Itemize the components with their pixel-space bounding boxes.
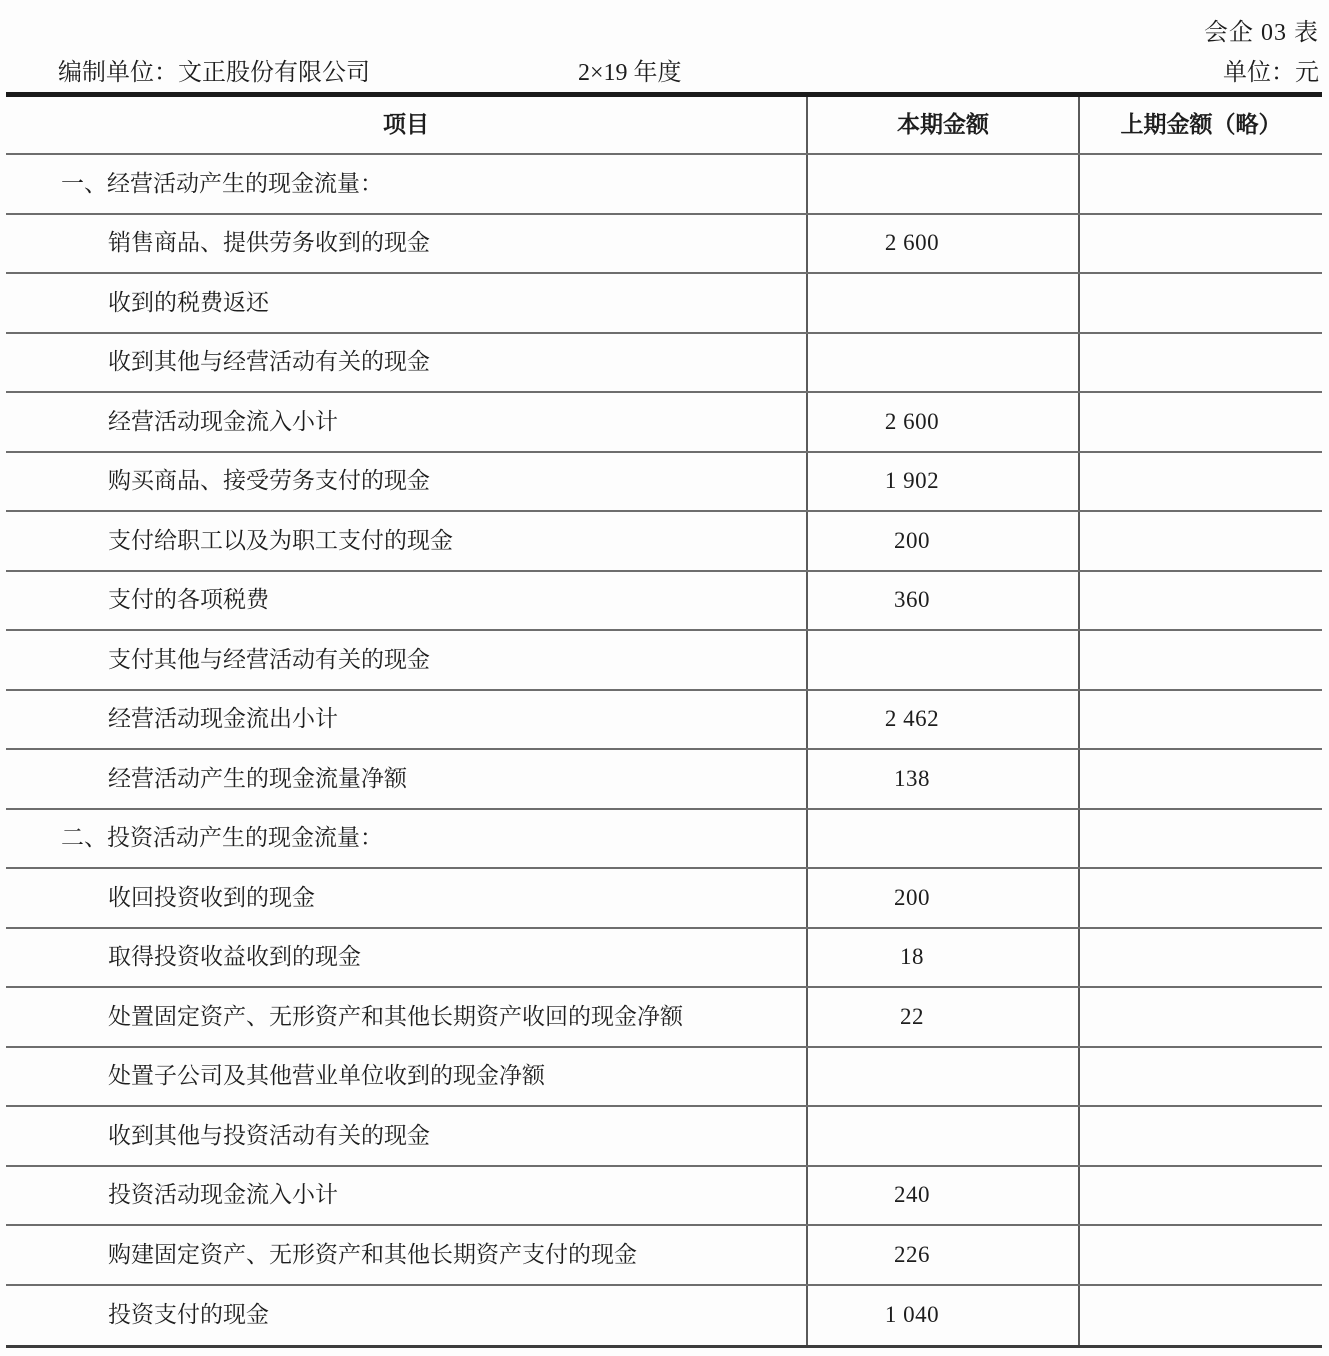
table-row	[6, 274, 1322, 334]
item-cell	[6, 1107, 806, 1165]
current-amount-cell	[806, 453, 1078, 511]
prior-amount-cell	[1078, 512, 1322, 570]
column-header-current-amount: 本期金额	[806, 97, 1078, 153]
item-cell	[6, 1167, 806, 1225]
period-label: 2×19 年度	[578, 60, 682, 86]
item-cell	[6, 453, 806, 511]
item-cell-text: 处置固定资产、无形资产和其他长期资产收回的现金净额	[108, 1003, 683, 1029]
table-row	[6, 1048, 1322, 1108]
current-amount-cell	[806, 988, 1078, 1046]
prior-amount-cell	[1078, 750, 1322, 808]
item-cell	[6, 334, 806, 392]
current-amount-cell	[806, 572, 1078, 630]
prior-amount-cell	[1078, 1226, 1322, 1284]
item-cell-text: 经营活动现金流入小计	[108, 408, 338, 434]
current-cell-text: 200	[894, 884, 930, 910]
item-cell	[6, 155, 806, 213]
item-cell	[6, 750, 806, 808]
current-cell-text: 200	[894, 527, 930, 553]
prior-amount-cell	[1078, 155, 1322, 213]
table-row	[6, 750, 1322, 810]
item-cell	[6, 988, 806, 1046]
prior-amount-cell	[1078, 572, 1322, 630]
table-row	[6, 334, 1322, 394]
item-cell-text: 购买商品、接受劳务支付的现金	[108, 468, 430, 494]
current-amount-cell	[806, 1048, 1078, 1106]
item-cell	[6, 691, 806, 749]
current-amount-cell	[806, 393, 1078, 451]
item-cell-text: 处置子公司及其他营业单位收到的现金净额	[108, 1063, 545, 1089]
item-cell-text: 销售商品、提供劳务收到的现金	[108, 230, 430, 256]
current-amount-cell	[806, 691, 1078, 749]
current-amount-cell	[806, 1286, 1078, 1346]
table-row	[6, 988, 1322, 1048]
item-cell-text: 支付其他与经营活动有关的现金	[108, 646, 430, 672]
current-amount-cell	[806, 929, 1078, 987]
table-row	[6, 1286, 1322, 1346]
current-cell-text: 240	[894, 1182, 930, 1208]
unit-label: 单位：元	[1223, 60, 1319, 86]
statement-meta-line	[0, 52, 1329, 86]
item-cell	[6, 274, 806, 332]
column-header-prior-amount: 上期金额（略）	[1078, 97, 1322, 153]
item-cell-text: 投资活动现金流入小计	[108, 1182, 338, 1208]
current-amount-cell	[806, 215, 1078, 273]
prior-amount-cell	[1078, 929, 1322, 987]
item-cell-text: 收到其他与投资活动有关的现金	[108, 1122, 430, 1148]
item-cell-text: 经营活动产生的现金流量净额	[108, 765, 407, 791]
item-cell-text: 二、投资活动产生的现金流量：	[61, 825, 383, 851]
prior-amount-cell	[1078, 810, 1322, 868]
table-row	[6, 929, 1322, 989]
table-row	[6, 1107, 1322, 1167]
table-row	[6, 869, 1322, 929]
current-cell-text: 2 462	[884, 706, 940, 732]
prior-amount-cell	[1078, 988, 1322, 1046]
table-row	[6, 215, 1322, 275]
current-amount-cell	[806, 512, 1078, 570]
item-cell	[6, 393, 806, 451]
item-cell	[6, 929, 806, 987]
current-amount-cell	[806, 1107, 1078, 1165]
current-cell-text: 138	[894, 765, 930, 791]
prior-amount-cell	[1078, 334, 1322, 392]
column-header-item: 项目	[383, 112, 429, 138]
current-amount-cell	[806, 1226, 1078, 1284]
item-cell-text: 购建固定资产、无形资产和其他长期资产支付的现金	[108, 1241, 637, 1267]
table-row	[6, 155, 1322, 215]
table-row	[6, 393, 1322, 453]
current-amount-cell	[806, 334, 1078, 392]
item-cell-text: 投资支付的现金	[108, 1302, 269, 1328]
item-cell-text: 支付给职工以及为职工支付的现金	[108, 527, 453, 553]
prior-amount-cell	[1078, 215, 1322, 273]
prior-amount-cell	[1078, 1048, 1322, 1106]
item-cell	[6, 1048, 806, 1106]
item-cell-text: 取得投资收益收到的现金	[108, 944, 361, 970]
current-amount-cell	[806, 869, 1078, 927]
prior-amount-cell	[1078, 869, 1322, 927]
current-cell-text: 2 600	[884, 230, 940, 256]
prior-amount-cell	[1078, 1167, 1322, 1225]
item-cell	[6, 810, 806, 868]
current-amount-cell	[806, 155, 1078, 213]
current-amount-cell	[806, 1167, 1078, 1225]
prepared-by-label: 编制单位：文正股份有限公司	[58, 60, 370, 86]
prior-amount-cell	[1078, 393, 1322, 451]
current-cell-text: 1 040	[884, 1302, 940, 1328]
current-cell-text: 22	[900, 1003, 924, 1029]
item-cell-text: 收回投资收到的现金	[108, 884, 315, 910]
prior-amount-cell	[1078, 691, 1322, 749]
prior-amount-cell	[1078, 274, 1322, 332]
table-row	[6, 631, 1322, 691]
prior-amount-cell	[1078, 631, 1322, 689]
item-cell-text: 一、经营活动产生的现金流量：	[61, 170, 383, 196]
item-cell	[6, 869, 806, 927]
current-amount-cell	[806, 274, 1078, 332]
item-cell-text: 收到其他与经营活动有关的现金	[108, 349, 430, 375]
item-cell	[6, 1226, 806, 1284]
item-cell	[6, 631, 806, 689]
current-amount-cell	[806, 631, 1078, 689]
table-body	[6, 155, 1322, 1345]
item-cell	[6, 572, 806, 630]
prior-amount-cell	[1078, 1107, 1322, 1165]
current-cell-text: 2 600	[884, 408, 940, 434]
current-cell-text: 1 902	[884, 468, 940, 494]
item-cell-text: 收到的税费返还	[108, 289, 269, 315]
table-row	[6, 1226, 1322, 1286]
table-row	[6, 810, 1322, 870]
item-cell	[6, 1286, 806, 1346]
item-cell	[6, 512, 806, 570]
item-cell-text: 经营活动现金流出小计	[108, 706, 338, 732]
current-cell-text: 18	[900, 944, 924, 970]
form-code-label: 会企 03 表	[1204, 20, 1319, 46]
table-row	[6, 453, 1322, 513]
cash-flow-table	[6, 92, 1322, 1348]
table-row	[6, 512, 1322, 572]
current-cell-text: 360	[894, 587, 930, 613]
table-row	[6, 1167, 1322, 1227]
item-cell	[6, 215, 806, 273]
table-row	[6, 691, 1322, 751]
current-cell-text: 226	[894, 1241, 930, 1267]
table-header-row	[6, 97, 1322, 155]
prior-amount-cell	[1078, 453, 1322, 511]
current-amount-cell	[806, 750, 1078, 808]
item-cell-text: 支付的各项税费	[108, 587, 269, 613]
current-amount-cell	[806, 810, 1078, 868]
prior-amount-cell	[1078, 1286, 1322, 1346]
table-row	[6, 572, 1322, 632]
